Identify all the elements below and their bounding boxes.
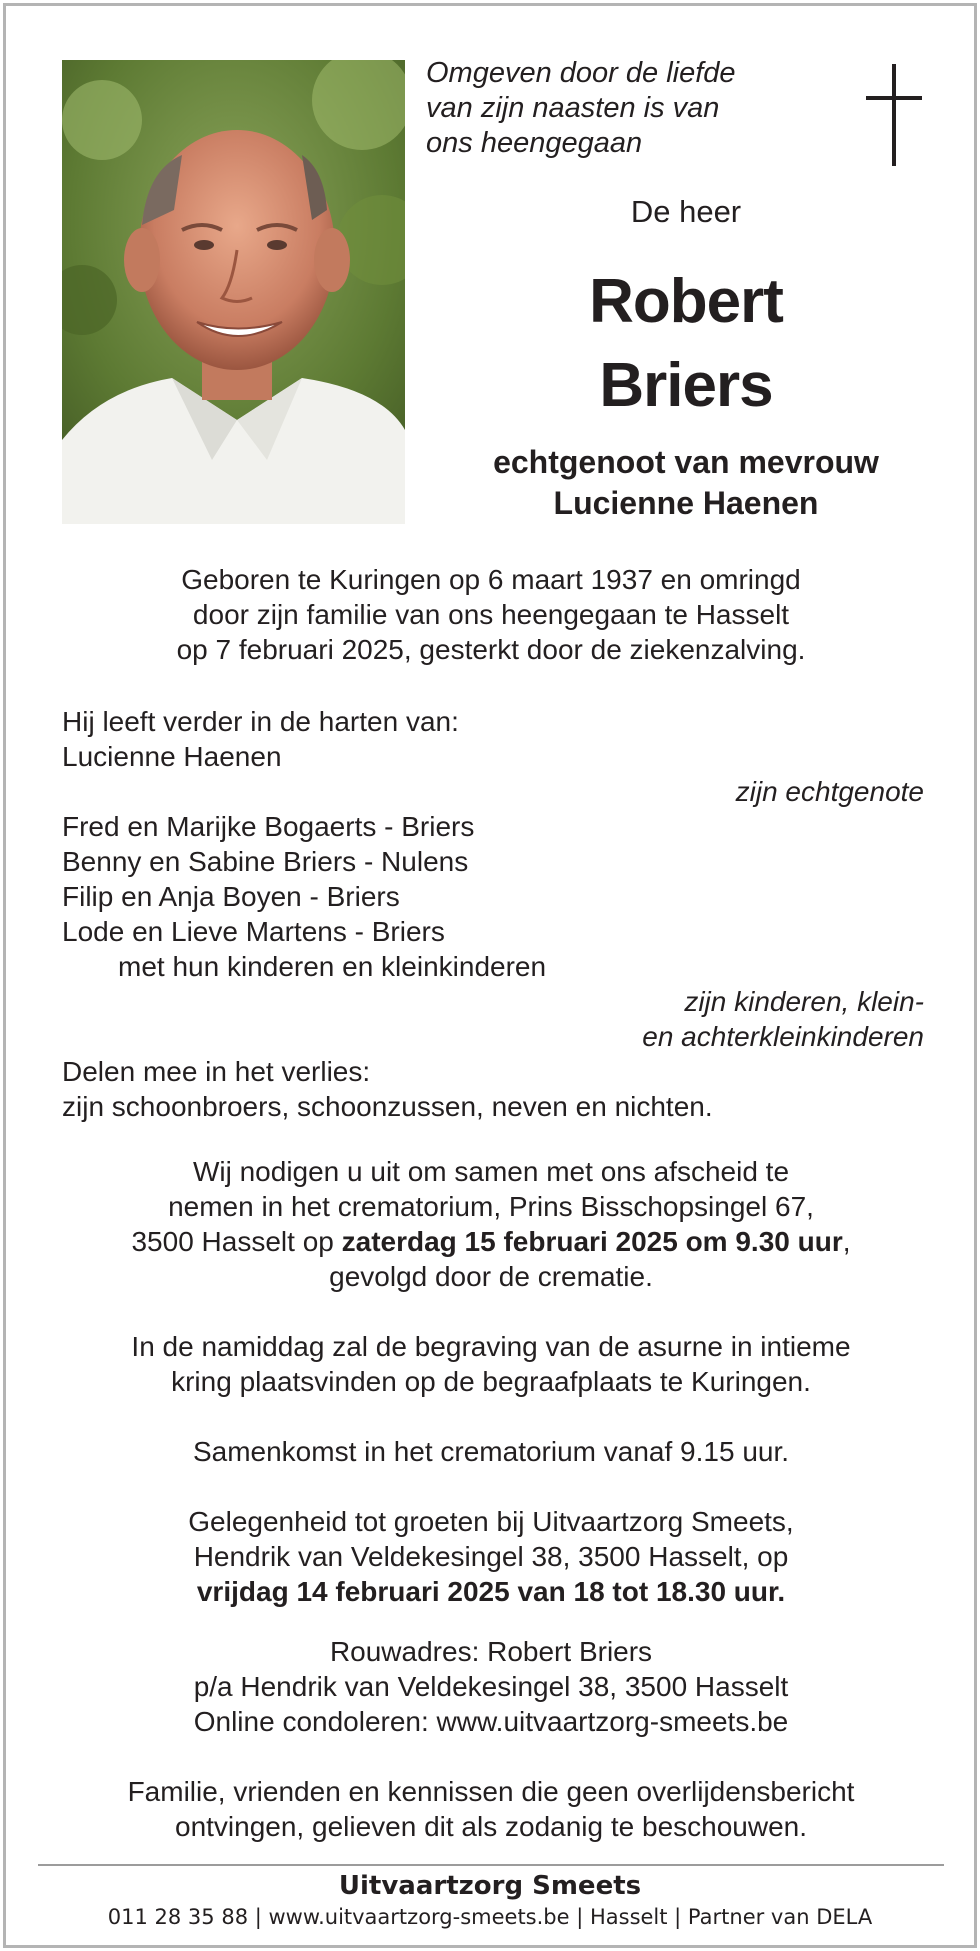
ceremony-datetime: zaterdag 15 februari 2025 om 9.30 uur [341,1226,843,1257]
family-intro [62,704,922,774]
children-list [62,809,922,984]
gathering-text: Samenkomst in het crematorium vanaf 9.15 uur. [192,1436,790,1467]
burial-paragraph: In de namiddag zal de begraving van de asurne in intieme kring plaatsvinden op de begraafplaats te Kuringen. [131,1331,851,1397]
last-name: Briers [599,351,773,420]
child-couple: Fred en Marijke Bogaerts - Briers [62,811,475,842]
grandchildren-line: met hun kinderen en kleinkinderen [118,951,547,982]
closing-paragraph: Familie, vrienden en kennissen die geen overlijdensbericht ontvingen, gelieven dit als zodanig te beschouwen. [127,1776,855,1842]
intro-line: Omgeven door de liefde [426,57,736,89]
spouse-line-2: Lucienne Haenen [553,485,819,521]
spouse-line-1: echtgenoot van mevrouw [493,444,879,480]
birth-line: door zijn familie van ons heengegaan te Hasselt [192,599,790,630]
contact-paragraph: Rouwadres: Robert Briers p/a Hendrik van Veldekesingel 38, 3500 Hasselt Online condoleren: www.uitvaartzorg-smeets.be [46,1634,936,1739]
spouse-name: Lucienne Haenen [62,741,282,772]
obituary-card [3,3,977,1948]
family-intro-text: Hij leeft verder in de harten van: [62,706,459,737]
ceremony-paragraph: Wij nodigen u uit om samen met ons afscheid te nemen in het crematorium, Prins Bisschopsingel 67, 3500 Hasselt op zaterdag 15 februari 2025 om 9.30 uur, gevolgd door de crematie. [131,1156,851,1292]
mourning-address: Rouwadres: Robert Briers [329,1636,653,1667]
intro-text [426,56,806,161]
intro-line: ons heengegaan [426,127,643,159]
birth-line: op 7 februari 2025, gesterkt door de ziekenzalving. [176,634,806,665]
spouse-line [426,442,946,524]
footer-info: 011 28 35 88 | www.uitvaartzorg-smeets.be | Hasselt | Partner van DELA [107,1905,873,1929]
visitation-paragraph: Gelegenheid tot groeten bij Uitvaartzorg Smeets, Hendrik van Veldekesingel 38, 3500 Hasselt, op vrijdag 14 februari 2025 van 18 tot 18.30 uur. [188,1506,794,1607]
footer-company: Uitvaartzorg Smeets [338,1871,642,1901]
footer-divider [38,1864,944,1866]
child-couple: Filip en Anja Boyen - Briers [62,881,400,912]
loss-paragraph [62,1054,922,1124]
portrait-photo [62,60,405,524]
condolence-link[interactable]: Online condoleren: www.uitvaartzorg-smeets.be [193,1706,789,1737]
intro-line: van zijn naasten is van [426,92,720,124]
visitation-datetime: vrijdag 14 februari 2025 van 18 tot 18.30 uur. [196,1576,786,1607]
loss-text: zijn schoonbroers, schoonzussen, neven en nichten. [62,1091,713,1122]
birth-paragraph [46,562,936,667]
honorific: De heer [630,194,742,229]
child-couple: Benny en Sabine Briers - Nulens [62,846,469,877]
child-couple: Lode en Lieve Martens - Briers [62,916,445,947]
cross-icon [866,64,922,166]
birth-line: Geboren te Kuringen op 6 maart 1937 en omringd [181,564,801,595]
first-name: Robert [589,267,783,336]
deceased-name [426,260,946,428]
loss-intro: Delen mee in het verlies: [62,1056,371,1087]
spouse-role: zijn echtgenote [735,776,924,807]
children-role: zijn kinderen, klein- en achterkleinkinderen [642,986,924,1052]
